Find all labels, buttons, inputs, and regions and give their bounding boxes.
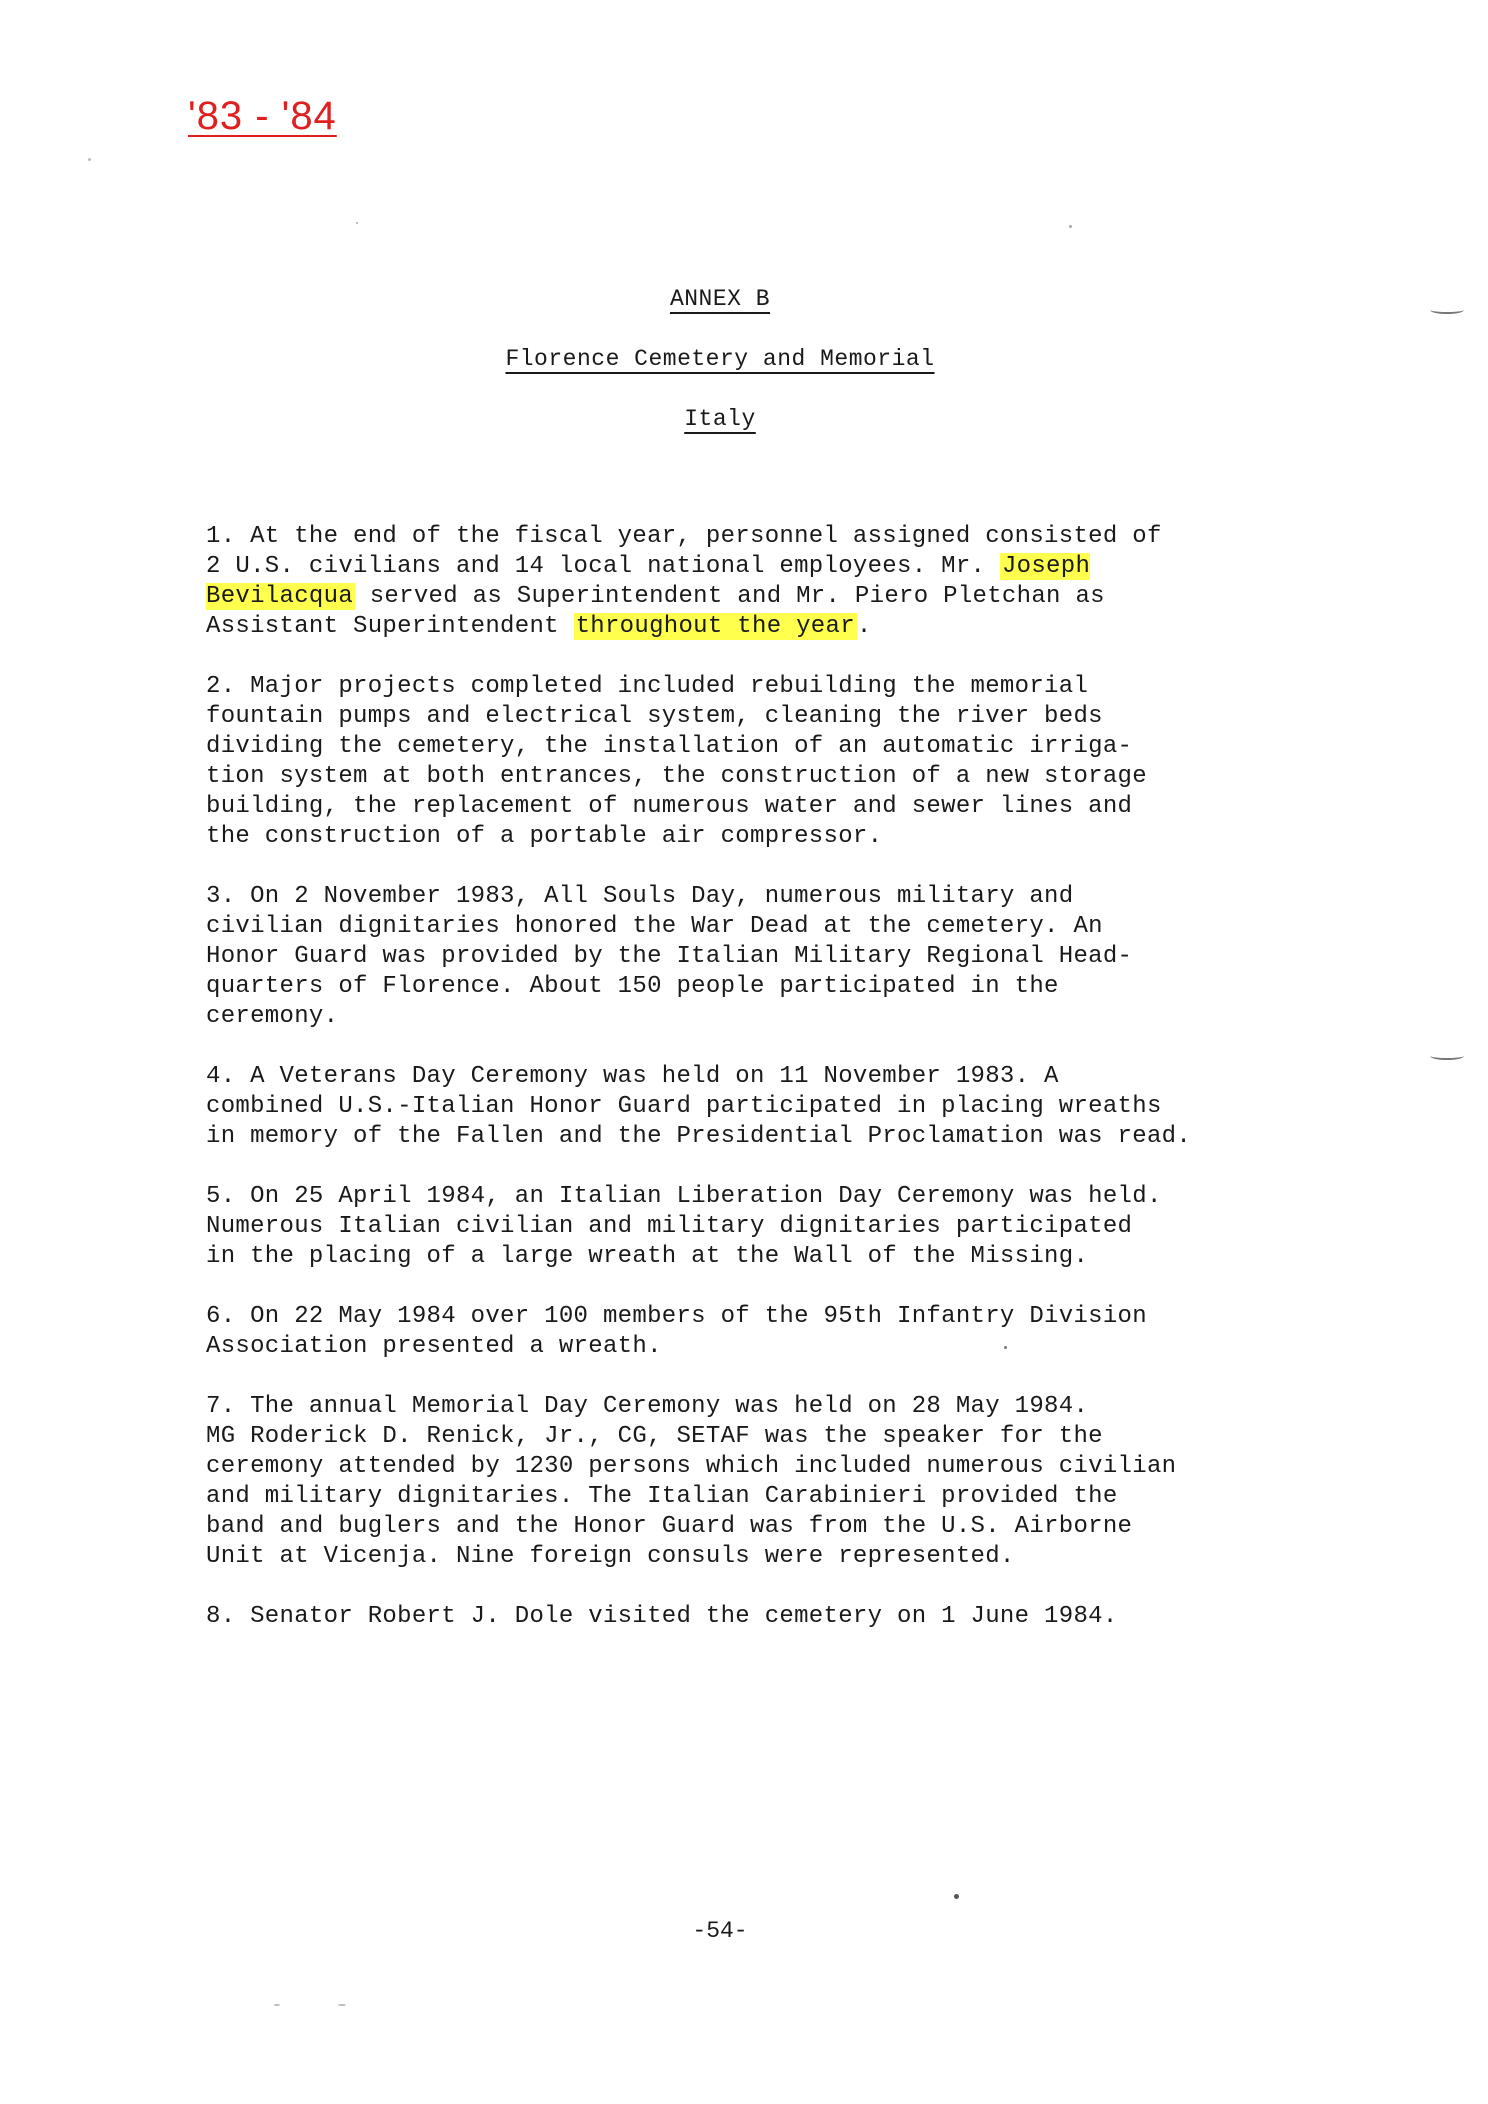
year-range-annotation: '83 - '84 [188,94,337,138]
report-body [206,522,1236,1662]
paragraph-3: 3. On 2 November 1983, All Souls Day, numerous military and civilian dignitaries honored the War Dead at the cemetery. An Honor Guard was provided by the Italian Military Regional Head- quarters of Florence. About 150 people participated in the ceremony. [206,883,1133,1030]
page-number: -54- [692,1918,748,1944]
scan-speck [88,158,91,161]
paragraph-1-middle: served as Superintendent and Mr. Piero Pletchan as Assistant Superintendent [206,583,1105,640]
country-heading [0,406,1440,432]
paragraph-4: 4. A Veterans Day Ceremony was held on 11 November 1983. A combined U.S.-Italian Honor Guard participated in placing wreaths in memory of the Fallen and the Presidential Proclamation was read. [206,1063,1192,1150]
cemetery-title: Florence Cemetery and Memorial [505,346,935,372]
country-label: Italy [684,406,756,432]
scan-artifact [1430,306,1464,314]
paragraph-7: 7. The annual Memorial Day Ceremony was held on 28 May 1984. MG Roderick D. Renick, Jr., CG, SETAF was the speaker for the ceremony attended by 1230 persons which included numerous civilian and military dignitaries. The Italian Carabinieri provided the band and buglers and the Honor Guard was from the U.S. Airborne Unit at Vicenja. Nine foreign consuls were represented. [206,1393,1177,1570]
highlight-superintendent-name: Joseph Bevilacqua [206,553,1091,610]
scan-speck [274,2004,280,2006]
paragraph-1-end: . [856,613,872,640]
paragraph-2: 2. Major projects completed included rebuilding the memorial fountain pumps and electrical system, cleaning the river beds dividing the cemetery, the installation of an automatic irriga- tion system at both entrances, the construction of a new storage building, the replacement of numerous water and sewer lines and the construction of a portable air compressor. [206,673,1147,850]
paragraph-1 [206,522,1236,642]
scan-speck [338,2004,346,2006]
cemetery-heading [0,346,1440,372]
paragraph-5: 5. On 25 April 1984, an Italian Liberation Day Ceremony was held. Numerous Italian civilian and military dignitaries participated in the placing of a large wreath at the Wall of the Missing. [206,1183,1162,1270]
scan-artifact [1430,1052,1464,1060]
paragraph-6: 6. On 22 May 1984 over 100 members of the 95th Infantry Division Association presented a wreath. [206,1303,1147,1360]
annex-heading [0,286,1440,312]
paragraph-8: 8. Senator Robert J. Dole visited the cemetery on 1 June 1984. [206,1603,1118,1630]
scan-speck [954,1894,959,1899]
paragraph-1-start: 1. At the end of the fiscal year, personnel assigned consisted of 2 U.S. civilians and 14 local national employees. Mr. [206,523,1162,580]
scan-speck [1069,225,1072,228]
scan-speck [356,222,358,224]
scan-speck [1004,1346,1007,1349]
highlight-throughout-year: throughout the year [575,613,855,640]
annex-label: ANNEX B [669,286,771,312]
